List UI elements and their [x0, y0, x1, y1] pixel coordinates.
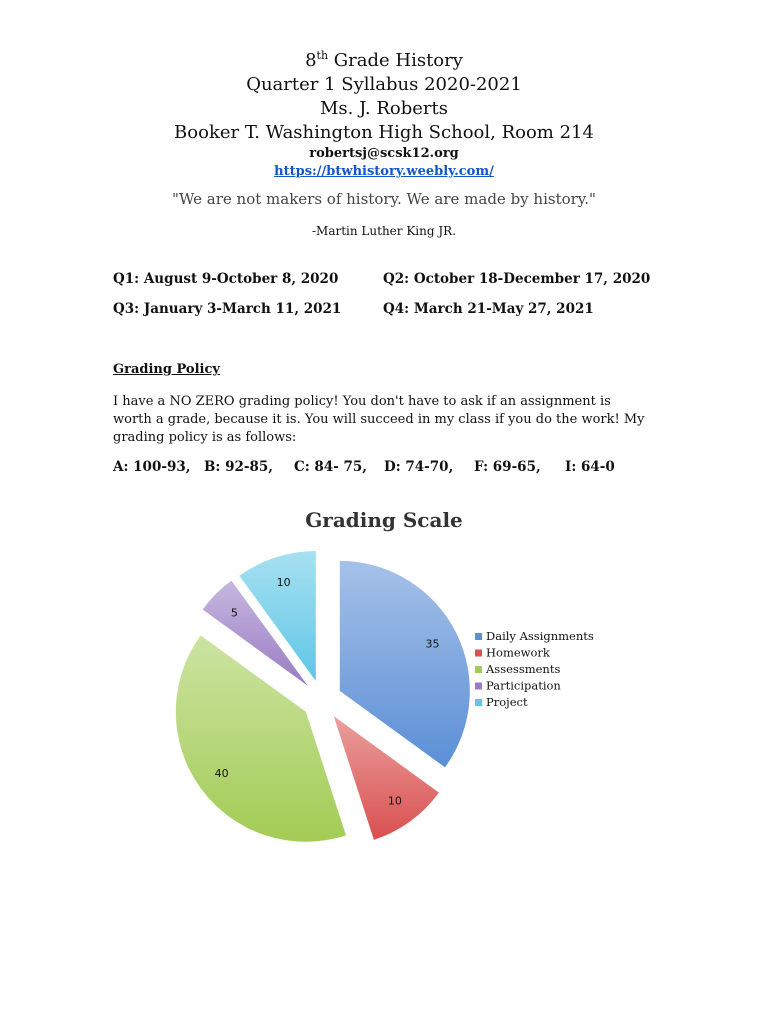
teacher-name: Ms. J. Roberts	[319, 98, 448, 119]
legend-swatch-project	[475, 699, 482, 706]
quarter-1: Q1: August 9-October 8, 2020	[113, 271, 339, 287]
grade-i: I: 64-0	[565, 459, 615, 475]
grade-b: B: 92-85,	[204, 459, 273, 475]
grade-a: A: 100-93,	[113, 459, 191, 475]
legend-swatch-participation	[475, 683, 482, 690]
grade-f: F: 69-65,	[474, 459, 541, 475]
grading-policy-text: I have a NO ZERO grading policy! You don't have to ask if an assignment is worth a grade, because it is. You will succeed in my class if you do the work! My grading policy is as follows:	[113, 394, 645, 445]
course-title: 8th Grade History	[305, 49, 463, 71]
teacher-email: robertsj@scsk12.org	[309, 146, 459, 161]
chart-title: Grading Scale	[305, 508, 463, 532]
data-label-participation: 5	[230, 606, 238, 620]
data-label-assessments: 40	[214, 766, 229, 780]
legend-item-participation: Participation	[486, 678, 561, 693]
legend-swatch-assessments	[475, 666, 482, 673]
grade-c: C: 84- 75,	[294, 459, 368, 475]
website-link[interactable]: https://btwhistory.weebly.com/	[274, 164, 494, 179]
syllabus-title: Quarter 1 Syllabus 2020-2021	[246, 74, 522, 95]
grade-d: D: 74-70,	[384, 459, 454, 475]
legend-item-daily-assignments: Daily Assignments	[486, 629, 594, 643]
quarter-3: Q3: January 3-March 11, 2021	[113, 301, 342, 317]
legend-item-project: Project	[486, 695, 528, 709]
data-label-daily-assignments: 35	[425, 637, 440, 651]
quarter-4: Q4: March 21-May 27, 2021	[383, 301, 594, 317]
pie-slices	[176, 551, 470, 842]
data-label-homework: 10	[387, 794, 402, 808]
legend-swatch-daily-assignments	[475, 633, 482, 640]
quote-text: "We are not makers of history. We are made by history."	[172, 190, 596, 208]
quarter-2: Q2: October 18-December 17, 2020	[383, 271, 651, 287]
chart-legend	[475, 629, 594, 709]
grading-policy-title: Grading Policy	[113, 362, 220, 377]
school-name: Booker T. Washington High School, Room 214	[174, 122, 594, 143]
legend-item-assessments: Assessments	[486, 662, 561, 676]
pie-slice-assessments	[176, 635, 346, 841]
quote-author: -Martin Luther King JR.	[311, 224, 457, 238]
data-label-project: 10	[276, 576, 291, 590]
legend-item-homework: Homework	[486, 645, 550, 660]
legend-swatch-homework	[475, 650, 482, 657]
